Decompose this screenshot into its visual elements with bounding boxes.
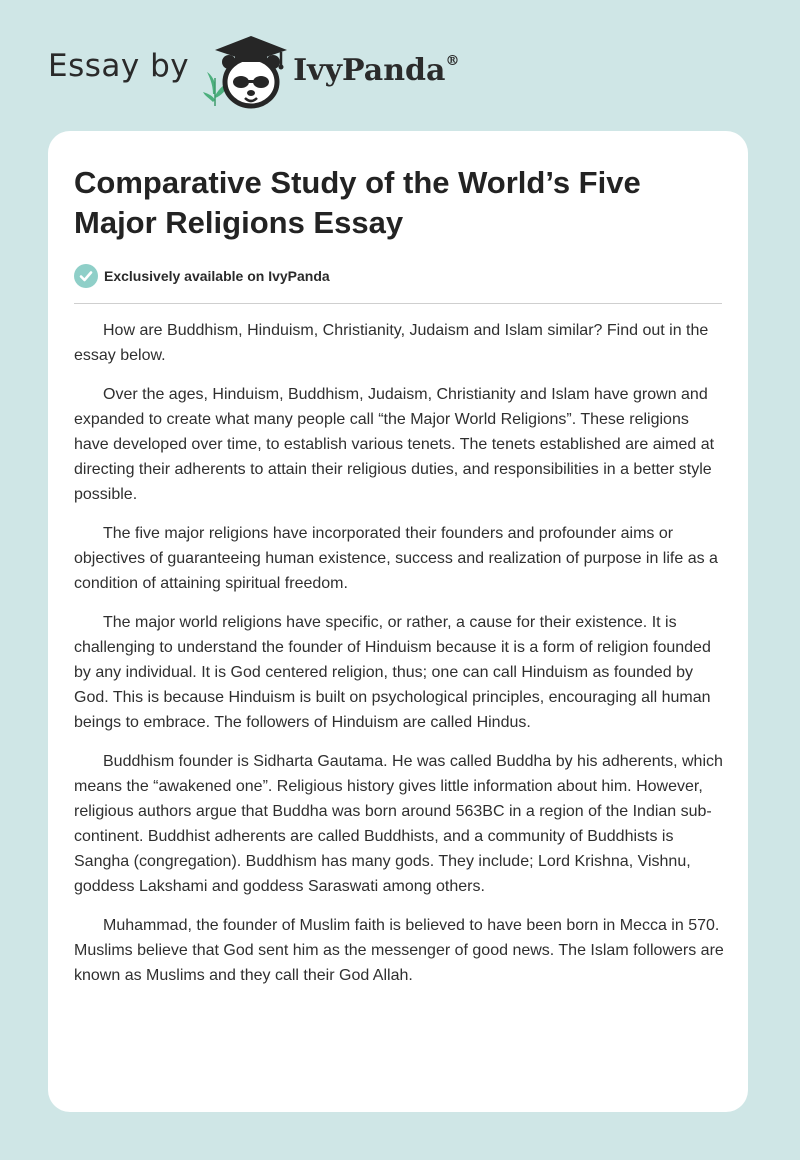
brand-name[interactable] [293,53,459,88]
exclusive-badge [74,264,330,288]
paragraph: How are Buddhism, Hinduism, Christianity, Judaism and Islam similar? Find out in the essay below. [74,322,709,364]
divider [74,303,722,304]
paragraph: The major world religions have specific, or rather, a cause for their existence. It is challenging to understand the founder of Hinduism because it is a form of religion founded by any individual. It is God centered religion, thus; one can call Hinduism as founded by God. This is because Hinduism is built on psychological principles, encouraging all human beings to embrace. The followers of Hinduism are called Hindus. [74,614,711,731]
panda-logo-icon[interactable] [203,32,289,112]
essay-by-label: Essay by [48,48,190,84]
paragraph: Over the ages, Hinduism, Buddhism, Judaism, Christianity and Islam have grown and expanded to create what many people call “the Major World Religions”. These religions have developed over time, to establish various tenets. The tenets established are aimed at directing their adherents to attain their religious duties, and responsibilities in a better style possible. [74,386,715,503]
paragraph: Buddhism founder is Sidharta Gautama. He was called Buddha by his adherents, which means the “awakened one”. Religious history gives little information about him. However, religious authors argue that Buddha was born around 563BC in a region of the Indian sub-continent. Buddhist adherents are called Buddhists, and a community of Buddhists is Sangha (congregation). Buddhism has many gods. They include; Lord Krishna, Vishnu, goddess Lakshami and goddess Saraswati among others. [74,753,723,895]
paragraph: The five major religions have incorporated their founders and profounder aims or objectives of guaranteeing human existence, success and realization of purpose in life as a condition of attaining spiritual freedom. [74,525,718,592]
page-title: Comparative Study of the World’s Five Major Religions Essay [74,165,641,240]
check-icon [74,264,98,288]
site-header [48,32,459,112]
exclusive-label: Exclusively available on IvyPanda [104,268,330,284]
check-circle-icon [74,264,98,288]
essay-body [74,318,724,1002]
paragraph: Muhammad, the founder of Muslim faith is believed to have been born in Mecca in 570. Muslims believe that God sent him as the messenger of good news. The Islam followers are known as Muslims and they call their God Allah. [74,917,724,984]
brand-label: IvyPanda [293,52,446,88]
panda-logo-svg [203,32,289,112]
essay-card [48,131,748,1112]
registered-mark: ® [445,52,460,69]
